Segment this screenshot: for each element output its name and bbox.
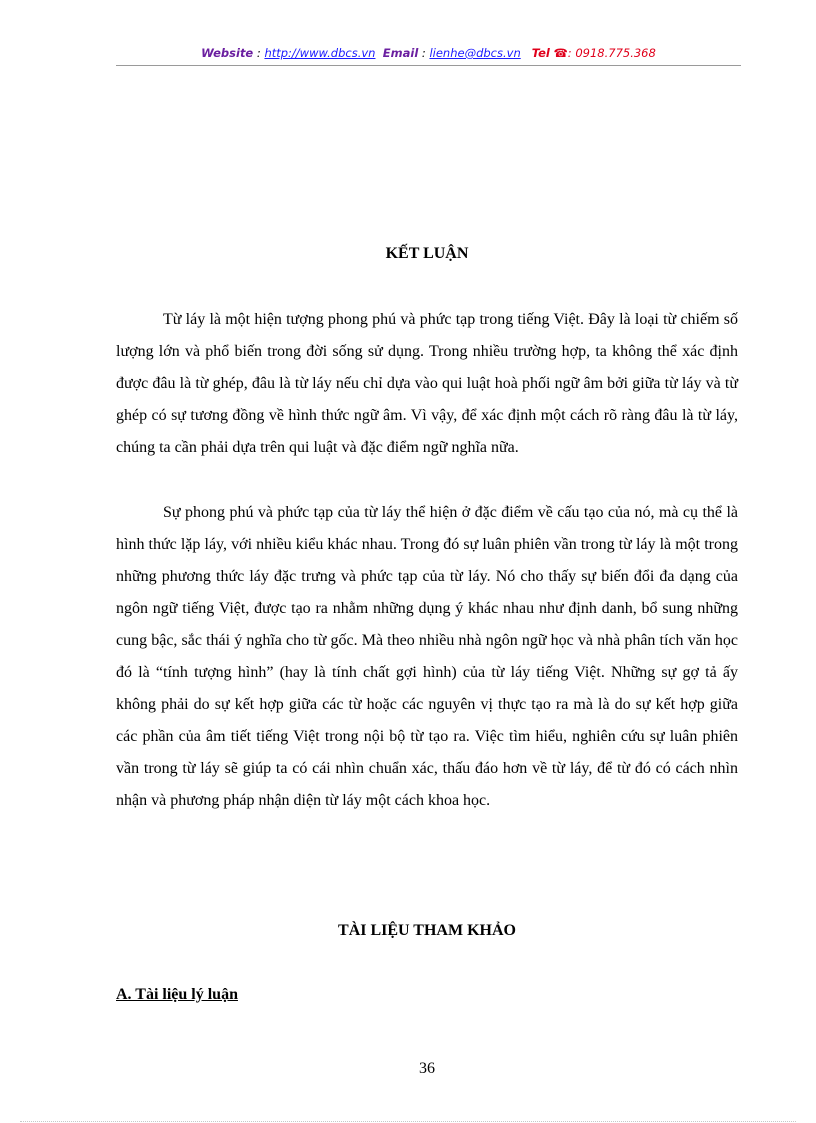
header-divider [116,65,741,66]
conclusion-title: KẾT LUẬN [385,245,469,262]
footer-divider [20,1121,796,1122]
references-section-a: A. Tài liệu lý luận [116,986,238,1003]
page-number: 36 [419,1060,435,1077]
page-header [116,46,741,60]
tel-label: Tel [531,46,550,60]
email-label: Email [382,46,419,60]
conclusion-paragraph-1: Từ láy là một hiện tượng phong phú và phức tạp trong tiếng Việt. Đây là loại từ chiếm số lượng lớn và phổ biến trong đời sống sử dụng. Trong nhiều trường hợp, ta không thể xác định được đâu là từ ghép, đâu là từ láy nếu chỉ dựa vào qui luật hoà phối ngữ âm bởi giữa từ láy và từ ghép có sự tương đồng về hình thức ngữ âm. Vì vậy, để xác định một cách rõ ràng đâu là từ láy, chúng ta cần phải dựa trên qui luật và đặc điểm ngữ nghĩa nữa. [116,311,738,456]
website-label: Website [201,46,254,60]
tel-value: : 0918.775.368 [567,46,656,60]
email-link[interactable]: lienhe@dbcs.vn [429,46,521,60]
website-link[interactable]: http://www.dbcs.vn [264,46,376,60]
email-separator: : [418,46,430,60]
conclusion-paragraph-2: Sự phong phú và phức tạp của từ láy thể hiện ở đặc điểm về cấu tạo của nó, mà cụ thể là hình thức lặp láy, với nhiều kiểu khác nhau. Trong đó sự luân phiên vần trong từ láy là một trong những phương thức láy đặc trưng và phức tạp của từ láy. Nó cho thấy sự biến đổi đa dạng của ngôn ngữ tiếng Việt, được tạo ra nhằm những dụng ý khác nhau như định danh, bổ sung những cung bậc, sắc thái ý nghĩa cho từ gốc. Mà theo nhiều nhà ngôn ngữ học và nhà phân tích văn học đó là “tính tượng hình” (hay là tính chất gợi hình) của từ láy tiếng Việt. Những sự gợ tả ấy không phải do sự kết hợp giữa các từ hoặc các nguyên vị thực tạo ra mà là do sự kết hợp giữa các phần của âm tiết tiếng Việt trong nội bộ từ tạo ra. Việc tìm hiểu, nghiên cứu sự luân phiên vần trong từ láy sẽ giúp ta có cái nhìn chuẩn xác, thấu đáo hơn về từ láy, để từ đó có cách nhìn nhận và phương pháp nhận diện từ láy một cách khoa học. [116,504,738,809]
website-separator: : [253,46,265,60]
telephone-icon: ☎ [553,46,568,60]
references-title: TÀI LIỆU THAM KHẢO [338,922,516,939]
